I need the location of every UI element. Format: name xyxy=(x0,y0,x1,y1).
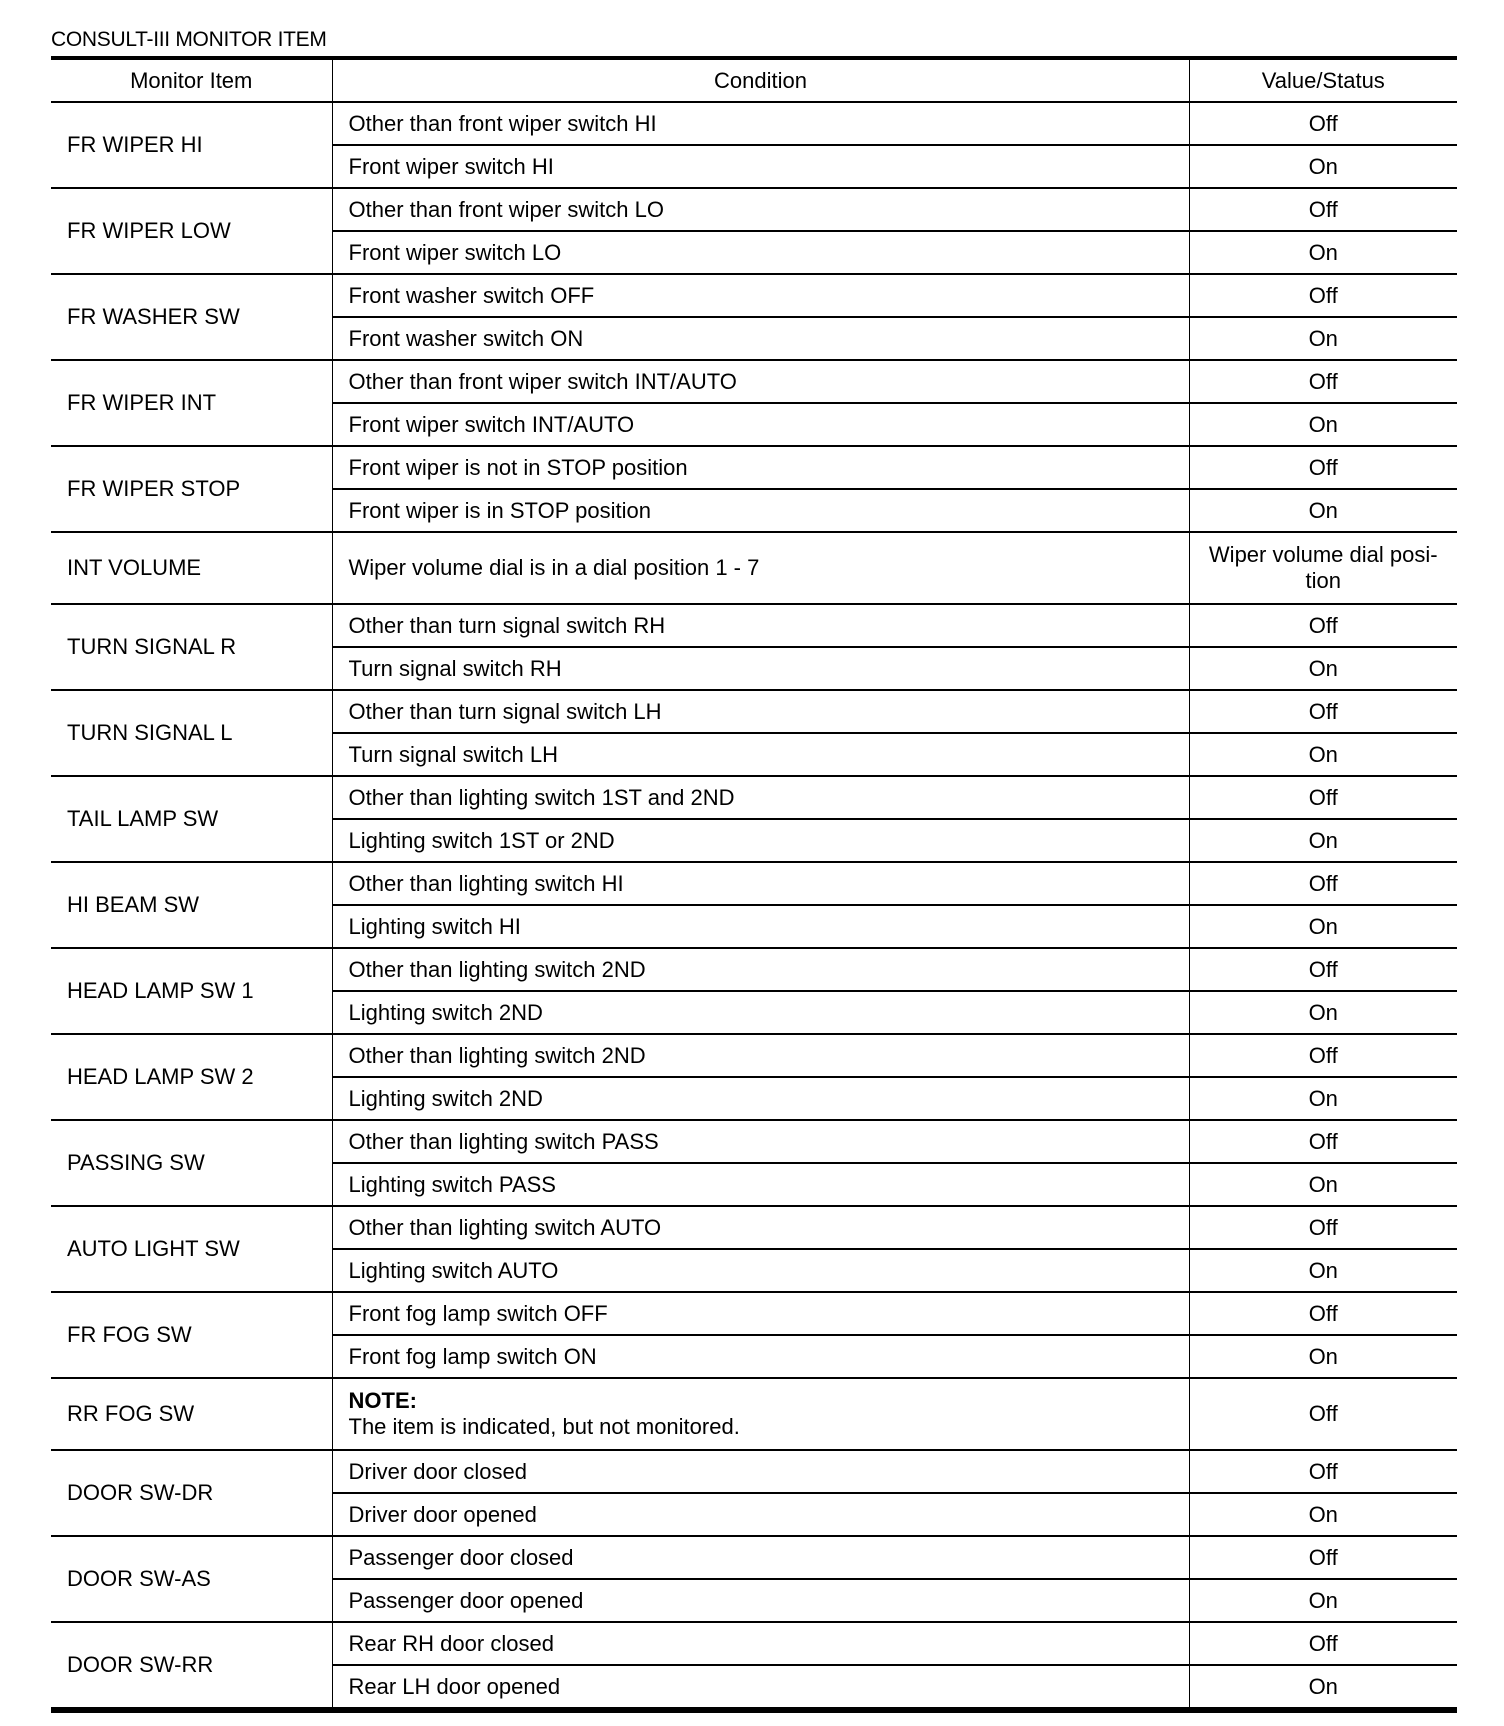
value-status-cell: Off xyxy=(1189,1378,1457,1450)
condition-cell: Driver door opened xyxy=(332,1493,1189,1536)
value-status-cell: Off xyxy=(1189,690,1457,733)
monitor-item-cell: PASSING SW xyxy=(51,1120,332,1206)
condition-cell: Passenger door opened xyxy=(332,1579,1189,1622)
condition-cell: Turn signal switch LH xyxy=(332,733,1189,776)
header-condition: Condition xyxy=(332,58,1189,102)
condition-cell: Other than front wiper switch LO xyxy=(332,188,1189,231)
condition-cell: Other than front wiper switch HI xyxy=(332,102,1189,145)
condition-cell: Front fog lamp switch OFF xyxy=(332,1292,1189,1335)
monitor-item-table xyxy=(51,56,1457,1713)
value-status-cell: On xyxy=(1189,231,1457,274)
condition-cell: Rear RH door closed xyxy=(332,1622,1189,1665)
table-row xyxy=(51,1536,1457,1579)
condition-cell: Front washer switch ON xyxy=(332,317,1189,360)
condition-cell: Rear LH door opened xyxy=(332,1665,1189,1710)
condition-cell: Passenger door closed xyxy=(332,1536,1189,1579)
condition-cell: Front fog lamp switch ON xyxy=(332,1335,1189,1378)
value-status-cell: On xyxy=(1189,1249,1457,1292)
condition-cell: Other than lighting switch AUTO xyxy=(332,1206,1189,1249)
condition-cell: Other than turn signal switch LH xyxy=(332,690,1189,733)
value-status-cell: Off xyxy=(1189,1034,1457,1077)
monitor-item-cell: HEAD LAMP SW 1 xyxy=(51,948,332,1034)
table-row xyxy=(51,102,1457,145)
value-status-cell: Off xyxy=(1189,948,1457,991)
value-status-cell: Wiper volume dial posi-tion xyxy=(1189,532,1457,604)
condition-cell: Other than lighting switch 2ND xyxy=(332,948,1189,991)
monitor-item-cell: FR WIPER LOW xyxy=(51,188,332,274)
condition-cell: Front wiper is in STOP position xyxy=(332,489,1189,532)
value-status-cell: On xyxy=(1189,819,1457,862)
condition-cell: Wiper volume dial is in a dial position 1 - 7 xyxy=(332,532,1189,604)
condition-cell: Lighting switch 2ND xyxy=(332,1077,1189,1120)
table-row xyxy=(51,1622,1457,1665)
monitor-item-cell: HI BEAM SW xyxy=(51,862,332,948)
condition-cell: Other than lighting switch 1ST and 2ND xyxy=(332,776,1189,819)
value-status-cell: Off xyxy=(1189,1292,1457,1335)
value-status-cell: Off xyxy=(1189,776,1457,819)
header-row xyxy=(51,58,1457,102)
monitor-item-cell: DOOR SW-DR xyxy=(51,1450,332,1536)
value-status-cell: Off xyxy=(1189,188,1457,231)
value-status-cell: On xyxy=(1189,1665,1457,1710)
condition-cell: Lighting switch HI xyxy=(332,905,1189,948)
table-row xyxy=(51,1292,1457,1335)
table-row xyxy=(51,274,1457,317)
condition-cell xyxy=(332,1378,1189,1450)
monitor-item-cell: TURN SIGNAL R xyxy=(51,604,332,690)
note-label: NOTE: xyxy=(348,1388,417,1413)
table-row xyxy=(51,1378,1457,1450)
value-status-cell: On xyxy=(1189,1163,1457,1206)
condition-cell: Front wiper is not in STOP position xyxy=(332,446,1189,489)
condition-cell: Other than lighting switch PASS xyxy=(332,1120,1189,1163)
value-status-cell: Off xyxy=(1189,1536,1457,1579)
condition-cell: Lighting switch 1ST or 2ND xyxy=(332,819,1189,862)
table-row xyxy=(51,446,1457,489)
monitor-item-cell: FR WIPER STOP xyxy=(51,446,332,532)
condition-cell: Front wiper switch HI xyxy=(332,145,1189,188)
value-status-cell: Off xyxy=(1189,604,1457,647)
table-row xyxy=(51,862,1457,905)
value-status-cell: On xyxy=(1189,905,1457,948)
value-status-cell: Off xyxy=(1189,862,1457,905)
header-monitor-item: Monitor Item xyxy=(51,58,332,102)
monitor-item-cell: TAIL LAMP SW xyxy=(51,776,332,862)
monitor-item-cell: DOOR SW-AS xyxy=(51,1536,332,1622)
table-row xyxy=(51,532,1457,604)
table-row xyxy=(51,604,1457,647)
section-title: CONSULT-III MONITOR ITEM xyxy=(51,28,327,51)
monitor-item-cell: HEAD LAMP SW 2 xyxy=(51,1034,332,1120)
condition-cell: Driver door closed xyxy=(332,1450,1189,1493)
value-status-cell: Off xyxy=(1189,274,1457,317)
table-row xyxy=(51,188,1457,231)
value-status-cell: On xyxy=(1189,489,1457,532)
condition-cell: Turn signal switch RH xyxy=(332,647,1189,690)
table-row xyxy=(51,1450,1457,1493)
condition-cell: Other than lighting switch HI xyxy=(332,862,1189,905)
table-row xyxy=(51,948,1457,991)
value-status-cell: On xyxy=(1189,733,1457,776)
value-status-cell: On xyxy=(1189,1335,1457,1378)
value-status-cell: Off xyxy=(1189,1206,1457,1249)
value-status-cell: Off xyxy=(1189,1450,1457,1493)
value-status-cell: On xyxy=(1189,1579,1457,1622)
monitor-item-cell: TURN SIGNAL L xyxy=(51,690,332,776)
table-row xyxy=(51,690,1457,733)
value-status-cell: Off xyxy=(1189,446,1457,489)
condition-cell: Other than front wiper switch INT/AUTO xyxy=(332,360,1189,403)
value-status-cell: On xyxy=(1189,991,1457,1034)
monitor-item-cell: DOOR SW-RR xyxy=(51,1622,332,1710)
condition-cell: Lighting switch 2ND xyxy=(332,991,1189,1034)
monitor-item-cell: FR WIPER INT xyxy=(51,360,332,446)
value-status-cell: Off xyxy=(1189,1622,1457,1665)
value-status-cell: On xyxy=(1189,317,1457,360)
monitor-item-cell: FR WIPER HI xyxy=(51,102,332,188)
note-text: The item is indicated, but not monitored. xyxy=(348,1414,740,1439)
table-row xyxy=(51,1206,1457,1249)
condition-cell: Lighting switch PASS xyxy=(332,1163,1189,1206)
monitor-item-cell: INT VOLUME xyxy=(51,532,332,604)
condition-cell: Other than turn signal switch RH xyxy=(332,604,1189,647)
table-body xyxy=(51,102,1457,1710)
table-row xyxy=(51,360,1457,403)
value-status-cell: Off xyxy=(1189,1120,1457,1163)
table-row xyxy=(51,1034,1457,1077)
header-value-status: Value/Status xyxy=(1189,58,1457,102)
value-status-cell: On xyxy=(1189,1493,1457,1536)
table-row xyxy=(51,776,1457,819)
value-status-cell: On xyxy=(1189,145,1457,188)
monitor-item-cell: FR FOG SW xyxy=(51,1292,332,1378)
monitor-item-cell: FR WASHER SW xyxy=(51,274,332,360)
condition-cell: Front wiper switch LO xyxy=(332,231,1189,274)
table-row xyxy=(51,1120,1457,1163)
condition-cell: Front wiper switch INT/AUTO xyxy=(332,403,1189,446)
value-status-cell: On xyxy=(1189,647,1457,690)
monitor-item-cell: RR FOG SW xyxy=(51,1378,332,1450)
value-status-cell: Off xyxy=(1189,360,1457,403)
condition-cell: Front washer switch OFF xyxy=(332,274,1189,317)
value-status-cell: Off xyxy=(1189,102,1457,145)
monitor-item-cell: AUTO LIGHT SW xyxy=(51,1206,332,1292)
value-status-cell: On xyxy=(1189,403,1457,446)
condition-cell: Other than lighting switch 2ND xyxy=(332,1034,1189,1077)
value-status-cell: On xyxy=(1189,1077,1457,1120)
condition-cell: Lighting switch AUTO xyxy=(332,1249,1189,1292)
